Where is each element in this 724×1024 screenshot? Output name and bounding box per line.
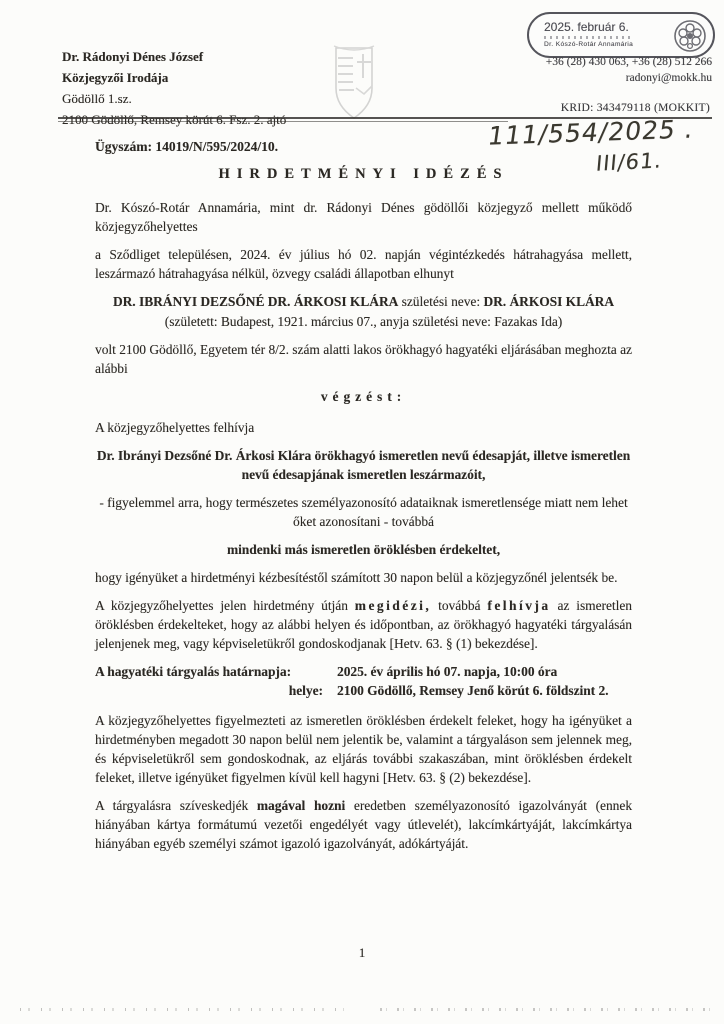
email-address: radonyi@mokk.hu [625, 72, 712, 84]
header-divider-line-secondary [58, 121, 508, 122]
deceased-name-line: DR. IBRÁNYI DEZSŐNÉ DR. ÁRKOSI KLÁRA születési neve: DR. ÁRKOSI KLÁRA [112, 294, 615, 309]
stamp-signer-name: Dr. Kószó-Rotár Annamária [544, 41, 634, 48]
krid-line: KRID: 343479118 (MOKKIT) [560, 102, 710, 114]
hearing-place-value: 2100 Gödöllő, Remsey Jenő körút 6. földszint 2. [337, 683, 609, 698]
paragraph-bring-documents: A tárgyalásra szíveskedjék magával hozni eredetben személyazonosító igazolványát (ennek hiányában kártya formátumú vezetői engedélyét vagy útlevelét), lakcímkártyáját, lakcímkártya hiányában egyéb személyi számot igazoló igazolványát, adókártyáját. [95, 798, 633, 851]
office-line-name: Dr. Rádonyi Dénes József [62, 49, 204, 64]
date-stamp [527, 12, 715, 58]
stamp-date-text: 2025. február 6. [544, 20, 629, 34]
paragraph-figyelemmel: - figyelemmel arra, hogy természetes személyazonosító adataiknak ismeretlensége miatt nem lehet őket azonosítani - továbbá [99, 495, 628, 529]
page-number: 1 [358, 945, 366, 960]
handwritten-registry-number: 111/554/2025 . [486, 114, 696, 151]
stamp-dotted-line [544, 36, 634, 39]
paragraph-warning: A közjegyzőhelyettes figyelmezteti az ismeretlen öröklésben érdekelt feleket, hogy ha igényüket a hirdetményben megadott 30 napon belül nem jelentik be, valamint a tárgyaláson sem jelennek meg, és képviseletükről sem gondoskodnak, az eljárás további szakaszában, mint öröklésben érdekelt feleket, illetve igényüket figyelmen kívül kell hagyni [Hetv. 63. § (2) bekezdése]. [95, 713, 632, 785]
handwritten-subnumber: III/61. [594, 148, 664, 176]
notary-seal-icon [672, 18, 708, 54]
hungarian-coat-of-arms-watermark [330, 44, 378, 122]
scan-noise-strip-right [380, 1008, 710, 1011]
phone-numbers: +36 (28) 430 063, +36 (28) 512 266 [545, 56, 712, 68]
document-body [95, 198, 632, 862]
paragraph-unknown-heirs: Dr. Ibrányi Dezsőné Dr. Árkosi Klára örökhagyó ismeretlen nevű édesapját, illetve ismeretlen nevű édesapjának ismeretlen leszármazóit, [96, 448, 631, 482]
paragraph-notary-intro: Dr. Kószó-Rotár Annamária, mint dr. Rádonyi Dénes gödöllői közjegyző mellett működő közjegyzőhelyettes [95, 200, 632, 234]
hearing-date-value: 2025. év április hó 07. napja, 10:00 óra [337, 664, 558, 679]
deceased-birth-line: (született: Budapest, 1921. március 07., anyja születési neve: Fazakas Ida) [164, 314, 563, 329]
paragraph-felhivja: A közjegyzőhelyettes felhívja [95, 420, 255, 435]
hearing-place-label: helye: [288, 683, 323, 698]
hearing-date-label: A hagyatéki tárgyalás határnapja: [95, 664, 292, 679]
document-title: HIRDETMÉNYI IDÉZÉS [218, 166, 509, 182]
paragraph-mindenki: mindenki más ismeretlen öröklésben érdekeltet, [226, 542, 501, 557]
paragraph-residence: volt 2100 Gödöllő, Egyetem tér 8/2. szám alatti lakos örökhagyó hagyatéki eljárásában meghozta az alábbi [95, 342, 632, 376]
office-line-office: Közjegyzői Irodája [62, 70, 169, 85]
office-line-city: Gödöllő 1.sz. [62, 91, 132, 106]
paragraph-summons: A közjegyzőhelyettes jelen hirdetmény útján megidézi, továbbá felhívja az ismeretlen öröklésben érdekelteket, hogy az alábbi helyen és időpontban, az örökhagyó hagyatéki tárgyalásán jelenjenek meg, vagy képviseletükről gondoskodjanak [Hetv. 63. § (1) bekezdése]. [95, 598, 632, 651]
hearing-date-row [95, 662, 632, 681]
office-line-address: 2100 Gödöllő, Remsey körút 6. Fsz. 2. ajtó [62, 112, 287, 127]
heading-vegzest: végzést: [320, 389, 407, 404]
case-number: Ügyszám: 14019/N/595/2024/10. [95, 139, 278, 154]
hearing-place-row [95, 681, 632, 700]
scan-noise-strip-left [20, 1008, 344, 1011]
hearing-details [95, 662, 632, 700]
paragraph-claim-deadline: hogy igényüket a hirdetményi kézbesítéstől számított 30 napon belül a közjegyzőnél jelentsék be. [95, 570, 618, 585]
paragraph-death-facts: a Sződliget településen, 2024. év július hó 02. napján végintézkedés hátrahagyása mellett, leszármazó hátrahagyása nélkül, özvegy családi állapotban elhunyt [95, 247, 632, 281]
